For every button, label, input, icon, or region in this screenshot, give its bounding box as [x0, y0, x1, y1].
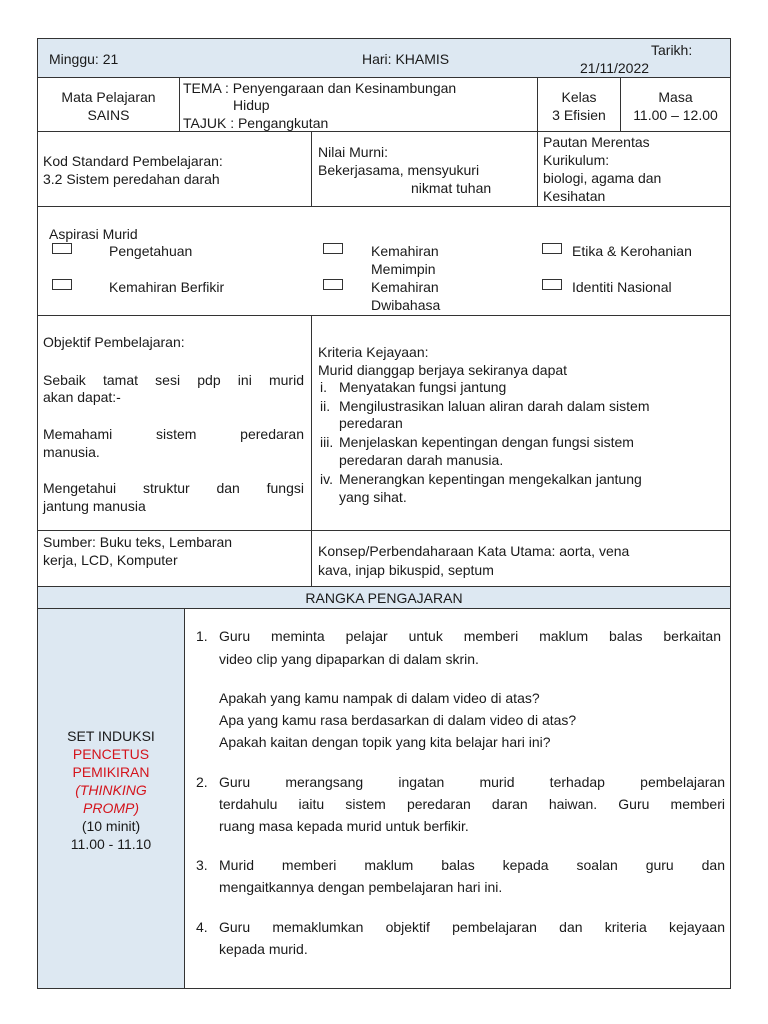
- pautan-line3: biologi, agama dan: [543, 170, 662, 186]
- tema-line1: TEMA : Penyengaraan dan Kesinambungan: [183, 80, 457, 96]
- kriteria-item: peredaran darah manusia.: [339, 452, 504, 468]
- objektif-p3-line2: jantung manusia: [43, 498, 146, 514]
- kriteria-title: Kriteria Kejayaan:: [318, 344, 429, 360]
- aspirasi-title: Aspirasi Murid: [49, 226, 138, 242]
- kriteria-item-num: ii.: [320, 398, 331, 414]
- step2-line1: Guru merangsang ingatan murid terhadap pembelajaran: [219, 774, 725, 790]
- step2-line3: ruang masa kepada murid untuk berfikir.: [219, 818, 469, 834]
- set-induksi-label: SET INDUKSI: [67, 728, 155, 744]
- objektif-p1-line2: akan dapat:-: [43, 389, 121, 405]
- kod-standard-value: 3.2 Sistem peredahan darah: [43, 171, 220, 187]
- kriteria-item-num: iii.: [320, 434, 334, 450]
- nilai-murni-label: Nilai Murni:: [318, 144, 389, 160]
- step1-number: 1.: [196, 628, 208, 644]
- row-divider: [37, 530, 731, 531]
- kemahiran-dwibahasa-label-2: Dwibahasa: [371, 297, 441, 313]
- minggu-label: Minggu: 21: [49, 51, 119, 67]
- kriteria-item: Mengilustrasikan laluan aliran darah dalam sistem: [339, 398, 650, 414]
- kemahiran-dwibahasa-label-1: Kemahiran: [371, 279, 439, 295]
- rangka-title: RANGKA PENGAJARAN: [305, 590, 463, 606]
- nilai-murni-line1: Bekerjasama, mensyukuri: [318, 162, 480, 178]
- col-divider: [184, 608, 185, 988]
- tarikh-value: 21/11/2022: [580, 60, 650, 76]
- col-divider: [311, 131, 312, 206]
- objektif-title: Objektif Pembelajaran:: [43, 334, 185, 350]
- durasi-label: (10 minit): [81, 818, 141, 834]
- pautan-line4: Kesihatan: [543, 188, 606, 204]
- row-divider: [37, 586, 731, 587]
- etika-label: Etika & Kerohanian: [572, 243, 692, 259]
- kemahiran-memimpin-label-2: Memimpin: [371, 261, 436, 277]
- pencetus-label: PENCETUS: [72, 746, 150, 762]
- row-divider: [37, 77, 731, 78]
- step3-number: 3.: [196, 857, 208, 873]
- objektif-p2-line2: manusia.: [43, 444, 100, 460]
- step4-number: 4.: [196, 919, 208, 935]
- question-3: Apakah kaitan dengan topik yang kita belajar hari ini?: [219, 734, 551, 750]
- col-divider: [311, 315, 312, 586]
- sumber-line1: Sumber: Buku teks, Lembaran: [43, 534, 233, 550]
- objektif-p2-line1: Memahami sistem peredaran: [43, 426, 304, 442]
- thinking-label: (THINKING: [75, 782, 147, 798]
- kriteria-item: Menjelaskan kepentingan dengan fungsi sistem: [339, 434, 634, 450]
- kelas-value: 3 Efisien: [552, 107, 606, 123]
- konsep-line1: Konsep/Perbendaharaan Kata Utama: aorta, vena: [318, 543, 630, 559]
- pautan-line1: Pautan Merentas: [543, 134, 650, 150]
- kriteria-intro: Murid dianggap berjaya sekiranya dapat: [318, 362, 568, 378]
- row-divider: [37, 206, 731, 207]
- promp-label: PROMP): [83, 800, 139, 816]
- step4-line2: kepada murid.: [219, 941, 308, 957]
- nilai-murni-line2: nikmat tuhan: [411, 180, 492, 196]
- step3-line1: Murid memberi maklum balas kepada soalan guru dan: [219, 857, 725, 873]
- objektif-p3-line1: Mengetahui struktur dan fungsi: [43, 480, 304, 496]
- mata-pelajaran-value: SAINS: [87, 107, 130, 123]
- objektif-p1-line1: Sebaik tamat sesi pdp ini murid: [43, 372, 304, 388]
- kriteria-item: yang sihat.: [339, 489, 407, 505]
- kriteria-item-num: iv.: [320, 471, 333, 487]
- pengetahuan-label: Pengetahuan: [109, 243, 193, 259]
- kelas-label: Kelas: [561, 89, 597, 105]
- row-divider: [37, 315, 731, 316]
- kriteria-item: Menyatakan fungsi jantung: [339, 379, 507, 395]
- mata-pelajaran-label: Mata Pelajaran: [61, 89, 156, 105]
- step2-line2: terdahulu iaitu sistem peredaran daran haiwan. Guru memberi: [219, 796, 725, 812]
- sumber-line2: kerja, LCD, Komputer: [43, 552, 178, 568]
- kriteria-item: Menerangkan kepentingan mengekalkan jantung: [339, 471, 642, 487]
- masa-label: Masa: [658, 89, 693, 105]
- hari-label: Hari: KHAMIS: [362, 51, 450, 67]
- masa-induksi-label: 11.00 - 11.10: [70, 836, 152, 852]
- checkbox-etika[interactable]: [542, 243, 562, 254]
- tema-line2: Hidup: [233, 97, 270, 113]
- step4-line1: Guru memaklumkan objektif pembelajaran dan kriteria kejayaan: [219, 919, 725, 935]
- kemahiran-memimpin-label-1: Kemahiran: [371, 243, 439, 259]
- kriteria-item-num: i.: [320, 379, 327, 395]
- konsep-line2: kava, injap bikuspid, septum: [318, 562, 494, 578]
- question-2: Apa yang kamu rasa berdasarkan di dalam video di atas?: [219, 712, 577, 728]
- step1-line1: Guru meminta pelajar untuk memberi maklum balas berkaitan: [219, 628, 721, 644]
- pautan-line2: Kurikulum:: [543, 152, 610, 168]
- checkbox-kemahiran-berfikir[interactable]: [52, 279, 72, 290]
- identiti-label: Identiti Nasional: [572, 279, 672, 295]
- row-divider: [37, 131, 731, 132]
- kod-standard-label: Kod Standard Pembelajaran:: [43, 153, 223, 169]
- masa-value: 11.00 – 12.00: [633, 107, 718, 123]
- col-divider: [537, 131, 538, 206]
- kemahiran-berfikir-label: Kemahiran Berfikir: [109, 279, 225, 295]
- question-1: Apakah yang kamu nampak di dalam video di atas?: [219, 690, 540, 706]
- col-divider: [179, 77, 180, 131]
- pemikiran-label: PEMIKIRAN: [72, 764, 150, 780]
- kriteria-item: peredaran: [339, 415, 403, 431]
- checkbox-kemahiran-dwibahasa[interactable]: [323, 279, 343, 290]
- checkbox-pengetahuan[interactable]: [52, 243, 72, 254]
- step3-line2: mengaitkannya dengan pembelajaran hari ini.: [219, 879, 503, 895]
- checkbox-identiti[interactable]: [542, 279, 562, 290]
- step2-number: 2.: [196, 774, 208, 790]
- row-divider: [37, 608, 731, 609]
- step1-line2: video clip yang dipaparkan di dalam skrin.: [219, 651, 479, 667]
- tarikh-label: Tarikh:: [651, 42, 693, 58]
- tajuk-label: TAJUK : Pengangkutan: [183, 115, 329, 131]
- checkbox-kemahiran-memimpin[interactable]: [323, 243, 343, 254]
